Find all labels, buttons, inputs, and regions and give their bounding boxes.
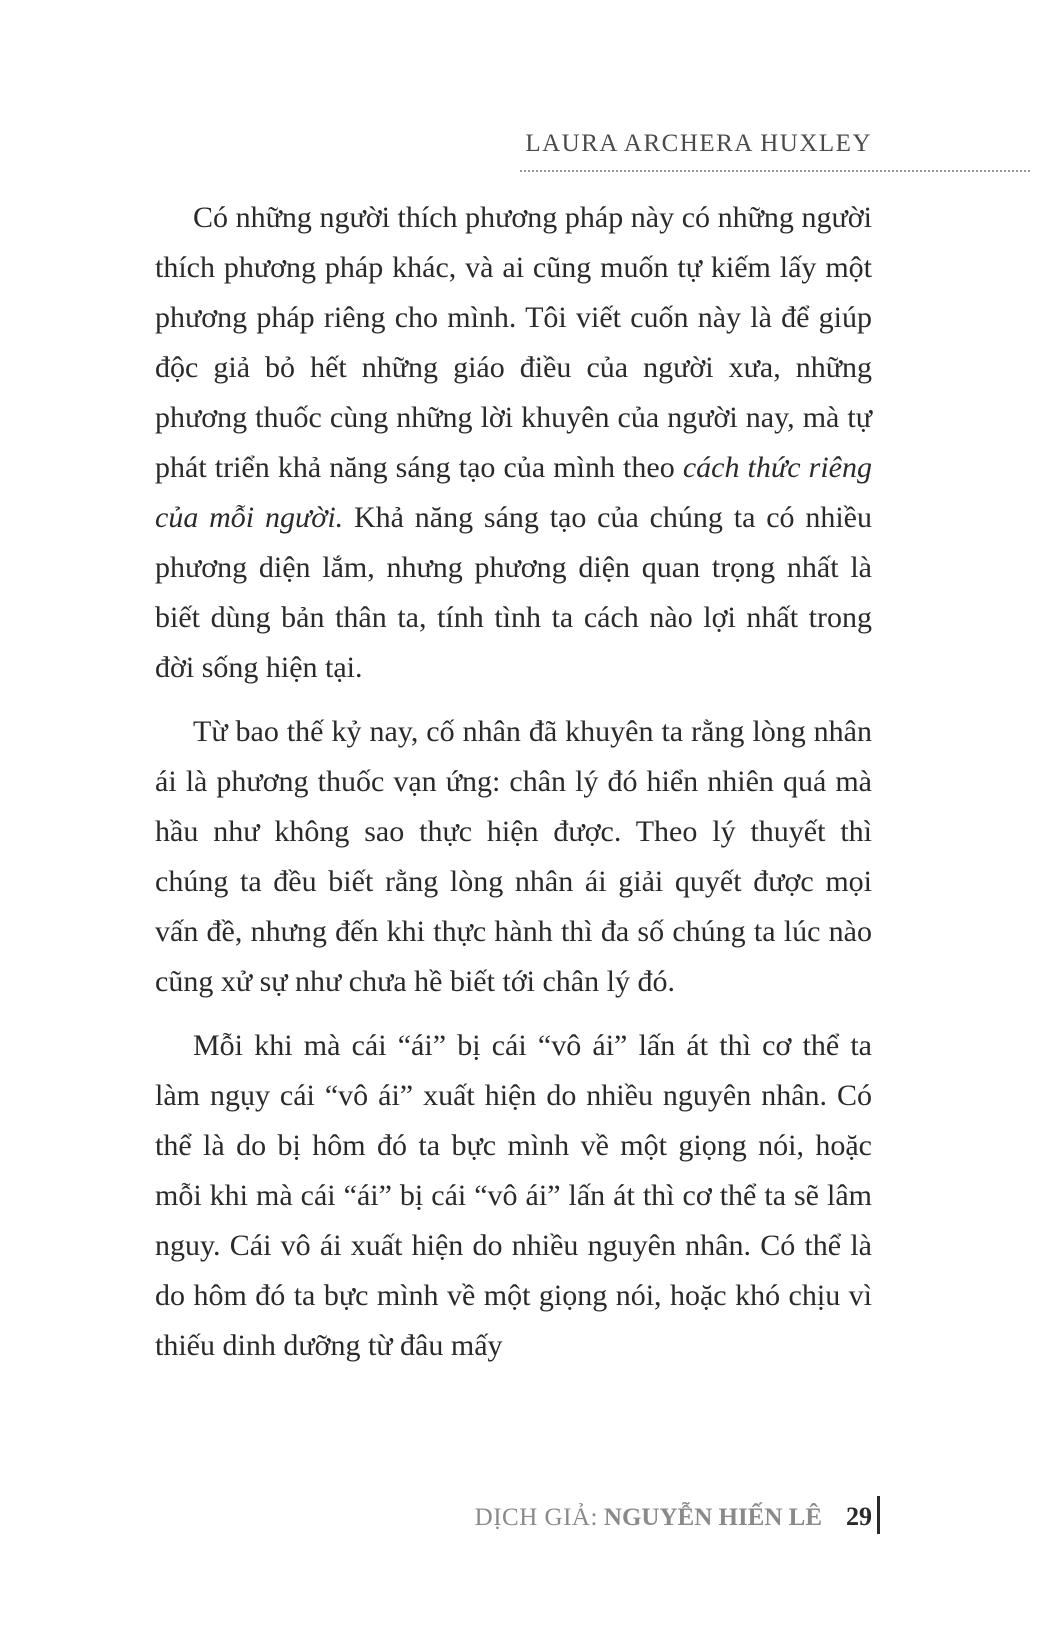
running-header-title: LAURA ARCHERA HUXLEY [525, 130, 872, 157]
paragraph-1-text-end: Khả năng sáng tạo của chúng ta có nhiều phương diện lắm, nhưng phương diện quan trọng nhất là biết dùng bản thân ta, tính tình ta cách nào lợi nhất trong đời sống hiện tại. [155, 501, 872, 684]
paragraph-1-emphasis: cách thức riêng của mỗi người. [155, 451, 872, 534]
paragraph-1 [155, 193, 872, 693]
translator-label: DỊCH GIẢ: [474, 1504, 598, 1531]
page-footer [475, 1502, 872, 1532]
paragraph-3: Mỗi khi mà cái “ái” bị cái “vô ái” lấn át thì cơ thể ta làm ngụy cái “vô ái” xuất hiện do nhiều nguyên nhân. Có thể là do bị hôm đó ta bực mình về một giọng nói, hoặc mỗi khi mà cái “ái” bị cái “vô ái” lấn át thì cơ thể ta sẽ lâm nguy. Cái vô ái xuất hiện do nhiều nguyên nhân. Có thể là do hôm đó ta bực mình về một giọng nói, hoặc khó chịu vì thiếu dinh dưỡng từ đâu mấy [155, 1029, 872, 1362]
paragraph-2: Từ bao thế kỷ nay, cố nhân đã khuyên ta rằng lòng nhân ái là phương thuốc vạn ứng: chân lý đó hiển nhiên quá mà hầu như không sao thực hiện được. Theo lý thuyết thì chúng ta đều biết rằng lòng nhân ái giải quyết được mọi vấn đề, nhưng đến khi thực hành thì đa số chúng ta lúc nào cũng xử sự như chưa hề biết tới chân lý đó. [155, 715, 872, 998]
paragraph-1-text-start: Có những người thích phương pháp này có những người thích phương pháp khác, và ai cũng muốn tự kiếm lấy một phương pháp riêng cho mình. Tôi viết cuốn này là để giúp độc giả bỏ hết những giáo điều của người xưa, những phương thuốc cùng những lời khuyên của người nay, mà tự phát triển khả năng sáng tạo của mình theo [155, 201, 872, 484]
header-dotted-rule [520, 170, 1030, 172]
page-number: 29 [846, 1502, 872, 1531]
translator-name: NGUYỄN HIẾN LÊ [603, 1504, 822, 1531]
page-number-bar [877, 1496, 880, 1534]
body-text [155, 193, 872, 1385]
